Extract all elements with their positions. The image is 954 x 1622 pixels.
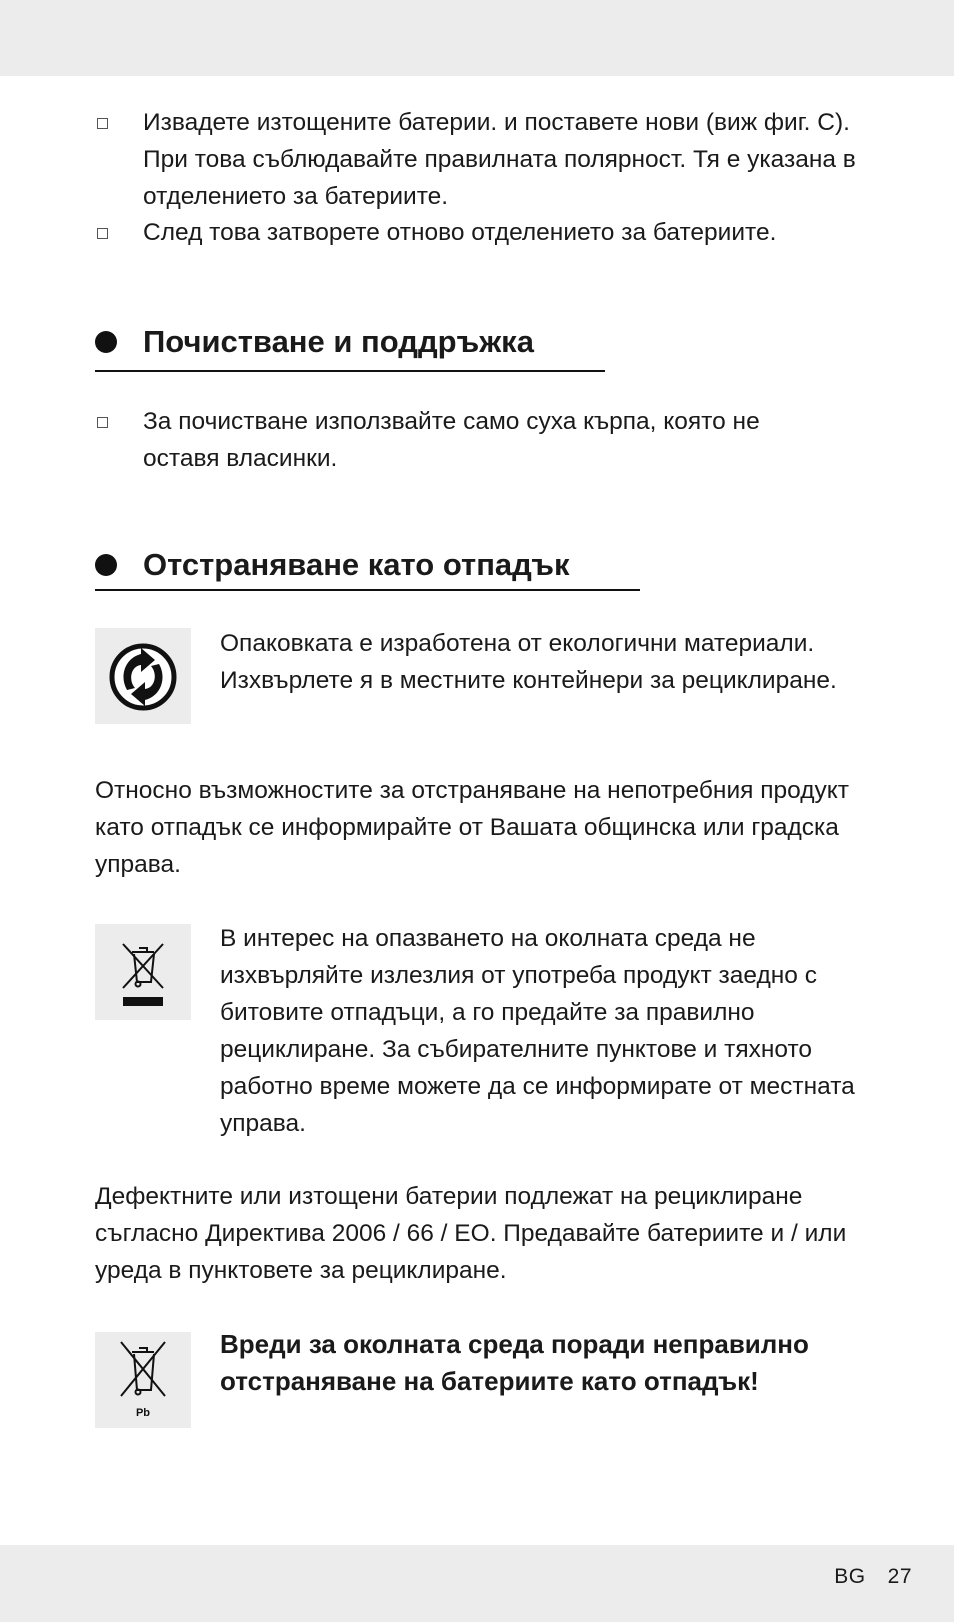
green-dot-recycling-icon bbox=[95, 628, 191, 724]
checkbox-bullet-icon bbox=[97, 118, 108, 129]
top-margin-bar bbox=[0, 0, 954, 76]
section-heading-cleaning bbox=[95, 324, 605, 386]
page-number: 27 bbox=[887, 1565, 912, 1588]
heading-bullet-icon bbox=[95, 554, 117, 576]
packaging-text: Опаковката е изработена от екологични материали. Изхвърлете я в местните контейнери за рециклиране. bbox=[220, 630, 837, 694]
checkbox-bullet-icon bbox=[97, 228, 108, 239]
list-item bbox=[95, 214, 875, 254]
pb-label: Pb bbox=[135, 1407, 151, 1419]
heading-underline bbox=[95, 589, 640, 591]
heading-bullet-icon bbox=[95, 331, 117, 353]
crossed-out-wheelie-bin-icon bbox=[95, 924, 191, 1020]
crossed-out-bin-pb-icon bbox=[95, 1332, 191, 1428]
step-text: Извадете изтощените батерии. и поставете нови (виж фиг. C). При това съблюдавайте правилната полярност. Тя е указана в отделението за батериите. bbox=[143, 109, 856, 210]
section-heading-disposal bbox=[95, 547, 640, 609]
environmental-warning: Вреди за околната среда поради неправилно отстраняване на батериите като отпадък! bbox=[220, 1329, 809, 1396]
section-title: Почистване и поддръжка bbox=[143, 324, 534, 359]
language-code: BG bbox=[834, 1565, 866, 1588]
cleaning-text: За почистване използвайте само суха кърпа, която не оставя власинки. bbox=[143, 408, 760, 472]
step-text: След това затворете отново отделението за батериите. bbox=[143, 219, 777, 246]
page-footer bbox=[834, 1565, 912, 1589]
battery-text: Дефектните или изтощени батерии подлежат на рециклиране съгласно Директива 2006 / 66 / EO. Предавайте батериите и / или уреда в пунктовете за рециклиране. bbox=[95, 1183, 847, 1284]
checkbox-bullet-icon bbox=[97, 417, 108, 428]
footer-bar bbox=[0, 1545, 954, 1622]
section-title: Отстраняване като отпадък bbox=[143, 547, 570, 582]
weee-text: В интерес на опазването на околната среда не изхвърляйте излезлия от употреба продукт заедно с битовите отпадъци, а го предайте за правилно рециклиране. За събирателните пунктове и тяхното работно време можете да се информирате от местната управа. bbox=[220, 925, 855, 1137]
list-item bbox=[95, 104, 875, 216]
disposal-info-text: Относно възможностите за отстраняване на непотребния продукт като отпадък се информирайте от Вашата общинска или градска управа. bbox=[95, 777, 849, 878]
heading-underline bbox=[95, 370, 605, 372]
list-item bbox=[95, 403, 875, 479]
